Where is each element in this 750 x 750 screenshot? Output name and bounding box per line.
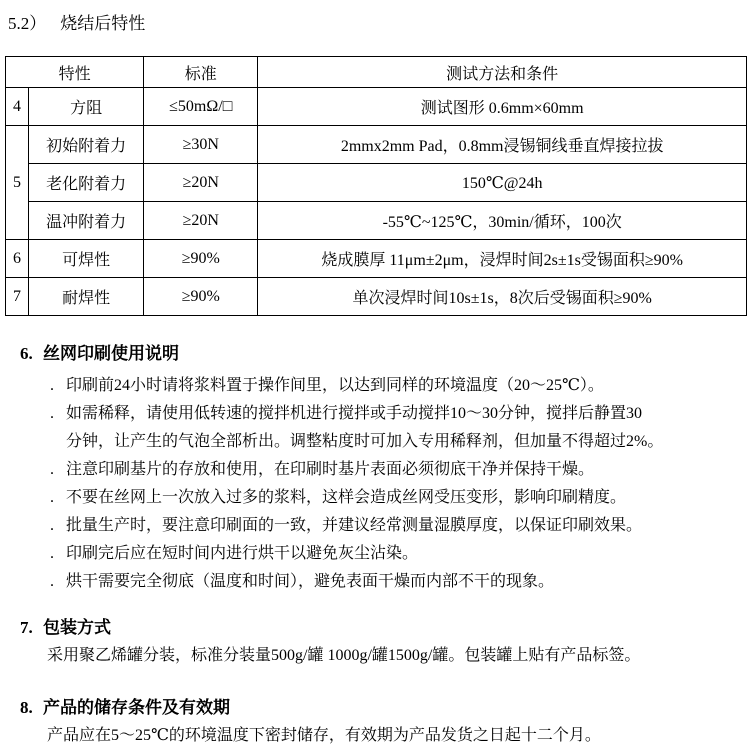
row-number: 6 [6, 240, 29, 278]
table-row [6, 240, 747, 278]
section-body-text: 产品应在5～25℃的环境温度下密封储存，有效期为产品发货之日起十二个月。 [47, 727, 601, 744]
list-item [5, 568, 745, 596]
characteristics-table [5, 56, 747, 316]
list-item-text: 印刷完后应在短时间内进行烘干以避免灰尘沾染。 [66, 545, 419, 562]
section-packaging [5, 616, 745, 670]
cell-method: 2mmx2mm Pad，0.8mm浸锡铜线垂直焊接拉拔 [258, 126, 747, 164]
list-item [5, 456, 745, 484]
row-number: 7 [6, 278, 29, 316]
bullet-marker: . [50, 405, 54, 422]
cell-method: 150℃@24h [258, 164, 747, 202]
instruction-list [5, 372, 745, 596]
section-title: 丝网印刷使用说明 [43, 344, 179, 363]
cell-standard: ≥90% [144, 240, 258, 278]
section-number: 6. [20, 344, 33, 363]
table-row [6, 202, 747, 240]
header-cell-method: 测试方法和条件 [258, 57, 747, 88]
cell-standard: ≥20N [144, 164, 258, 202]
list-item [5, 372, 745, 400]
section-heading [5, 616, 745, 640]
cell-characteristic: 耐焊性 [29, 278, 144, 316]
section-heading [5, 342, 745, 366]
table-row [6, 278, 747, 316]
list-item-text: 印刷前24小时请将浆料置于操作间里，以达到同样的环境温度（20～25℃）。 [66, 377, 604, 394]
cell-characteristic: 温冲附着力 [29, 202, 144, 240]
list-item-text: 批量生产时，要注意印刷面的一致，并建议经常测量湿膜厚度，以保证印刷效果。 [66, 517, 643, 534]
page-title [8, 12, 745, 36]
section-title: 包装方式 [43, 618, 111, 637]
row-number: 5 [6, 126, 29, 240]
bullet-marker: . [50, 489, 54, 506]
cell-characteristic: 初始附着力 [29, 126, 144, 164]
page-title-number: 5.2） [8, 14, 47, 33]
row-number: 4 [6, 88, 29, 126]
section-number: 7. [20, 618, 33, 637]
section-screen-printing [5, 342, 745, 596]
cell-standard: ≥20N [144, 202, 258, 240]
cell-method: 烧成膜厚 11μm±2μm，浸焊时间2s±1s受锡面积≥90% [258, 240, 747, 278]
list-item-text: 烘干需要完全彻底（温度和时间），避免表面干燥而内部不干的现象。 [66, 573, 555, 590]
section-storage [5, 696, 745, 750]
section-body-text: 采用聚乙烯罐分装，标准分装量500g/罐 1000g/罐1500g/罐。包装罐上贴有产品标签。 [47, 647, 641, 664]
section-number: 8. [20, 698, 33, 717]
section-heading [5, 696, 745, 720]
list-item [5, 540, 745, 568]
section-title: 产品的储存条件及有效期 [43, 698, 230, 717]
page-title-text: 烧结后特性 [60, 14, 146, 33]
header-cell-characteristic: 特性 [6, 57, 144, 88]
cell-standard: ≥30N [144, 126, 258, 164]
table-row [6, 126, 747, 164]
bullet-marker: . [50, 573, 54, 590]
list-item [5, 400, 745, 456]
list-item-text: 不要在丝网上一次放入过多的浆料，这样会造成丝网受压变形，影响印刷精度。 [66, 489, 627, 506]
bullet-marker: . [50, 545, 54, 562]
cell-characteristic: 老化附着力 [29, 164, 144, 202]
table-row [6, 88, 747, 126]
header-cell-standard: 标准 [144, 57, 258, 88]
bullet-marker: . [50, 461, 54, 478]
list-item-text: 如需稀释，请使用低转速的搅拌机进行搅拌或手动搅拌10～30分钟，搅拌后静置30 分钟，让产生的气泡全部析出。调整粘度时可加入专用稀释剂，但加量不得超过2%。 [66, 405, 664, 450]
cell-characteristic: 可焊性 [29, 240, 144, 278]
table-row [6, 164, 747, 202]
list-item-text: 注意印刷基片的存放和使用，在印刷时基片表面必须彻底干净并保持干燥。 [66, 461, 595, 478]
list-item [5, 512, 745, 540]
bullet-marker: . [50, 377, 54, 394]
cell-standard: ≥90% [144, 278, 258, 316]
cell-method: -55℃~125℃，30min/循环，100次 [258, 202, 747, 240]
cell-characteristic: 方阻 [29, 88, 144, 126]
list-item [5, 484, 745, 512]
table-header-row [6, 57, 747, 88]
cell-method: 测试图形 0.6mm×60mm [258, 88, 747, 126]
cell-standard: ≤50mΩ/□ [144, 88, 258, 126]
cell-method: 单次浸焊时间10s±1s，8次后受锡面积≥90% [258, 278, 747, 316]
bullet-marker: . [50, 517, 54, 534]
